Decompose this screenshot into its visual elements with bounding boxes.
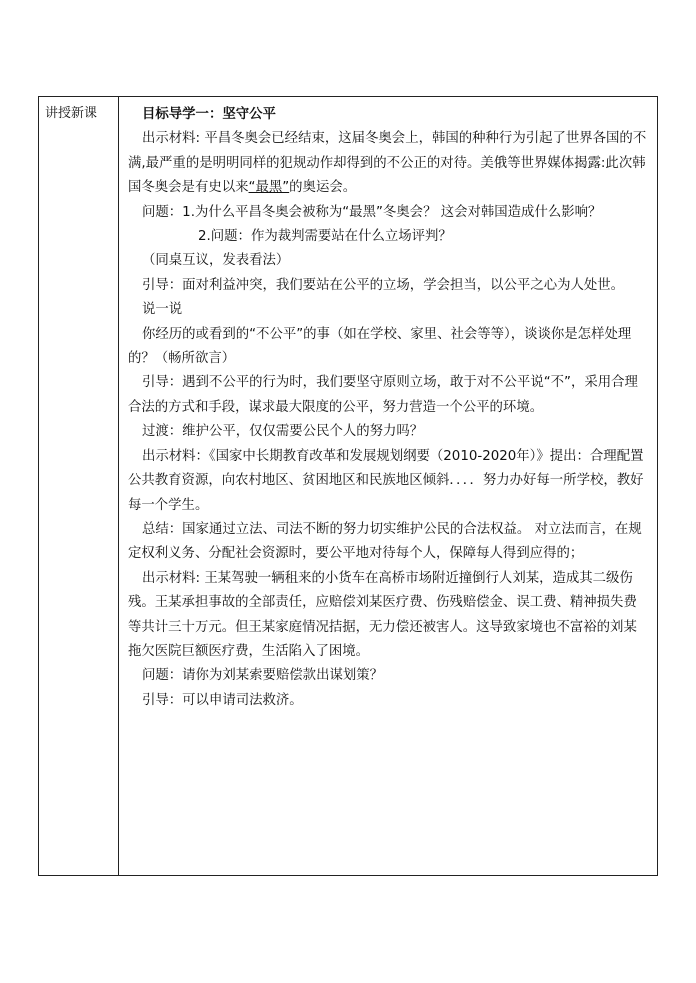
summary: 总结：国家通过立法、司法不断的努力切实维护公民的合法权益。 对立法而言，在规定权利义务、分配社会资源时，要公平地对待每个人，保障每人得到应得的；: [128, 521, 642, 562]
material-1-underlined: “最黑”: [248, 180, 290, 196]
question-3: 问题：请你为刘某索要赔偿款出谋划策？: [142, 668, 384, 684]
section-label: 讲授新课: [45, 106, 98, 121]
material-paragraph-1: [128, 127, 650, 200]
material-paragraph-3: 出示材料: 王某驾驶一辆租来的小货车在高桥市场附近撞倒行人刘某，造成其二级伤残。王某承担事故的全部责任，应赔偿刘某医疗费、伤残赔偿金、误工费、精神损失费等共计三十万元。但王某家庭情况拮据，无力偿还被害人。这导致家境也不富裕的刘某拖欠医院巨额医疗费，生活陷入了困境。: [128, 570, 637, 659]
question-2: 2.问题：作为裁判需要站在什么立场评判？: [198, 229, 452, 245]
transition: 过渡：维护公平，仅仅需要公民个人的努力吗？: [142, 424, 424, 440]
material-1-text: 出示材料: 平昌冬奥会已经结束，这届冬奥会上，韩国的种种行为引起了世界各国的不满,最严重的是明明同样的犯规动作却得到的不公正的对待。美俄等世界媒体揭露:此次韩国冬奥会是有史以来: [128, 131, 647, 196]
material-1-tail: 的奥运会。: [289, 180, 357, 196]
say-heading: 说一说: [142, 302, 183, 318]
section-heading: 目标导学一：坚守公平: [142, 107, 276, 122]
say-question: 你经历的或看到的“不公平”的事（如在学校、家里、社会等等），谈谈你是怎样处理的？（畅所欲言）: [128, 326, 632, 367]
guide-3: 引导：可以申请司法救济。: [142, 692, 303, 708]
discussion-note: （同桌互议，发表看法）: [142, 253, 290, 269]
material-paragraph-2: 出示材料：《国家中长期教育改革和发展规划纲要（2010-2020年）》提出：合理配置公共教育资源，向农村地区、贫困地区和民族地区倾斜．．．．努力办好每一所学校，教好每一个学生。: [128, 448, 644, 513]
column-divider: [118, 97, 119, 875]
guide-1: 引导：面对利益冲突，我们要站在公平的立场，学会担当，以公平之心为人处世。: [142, 277, 625, 293]
lesson-content: [128, 103, 650, 713]
question-1: 问题：1.为什么平昌冬奥会被称为“最黑”冬奥会？ 这会对韩国造成什么影响？: [142, 204, 602, 220]
guide-2: 引导：遇到不公平的行为时，我们要坚守原则立场，敢于对不公平说“不”，采用合理合法的方式和手段，谋求最大限度的公平，努力营造一个公平的环境。: [128, 375, 638, 415]
lesson-table: [38, 96, 658, 876]
